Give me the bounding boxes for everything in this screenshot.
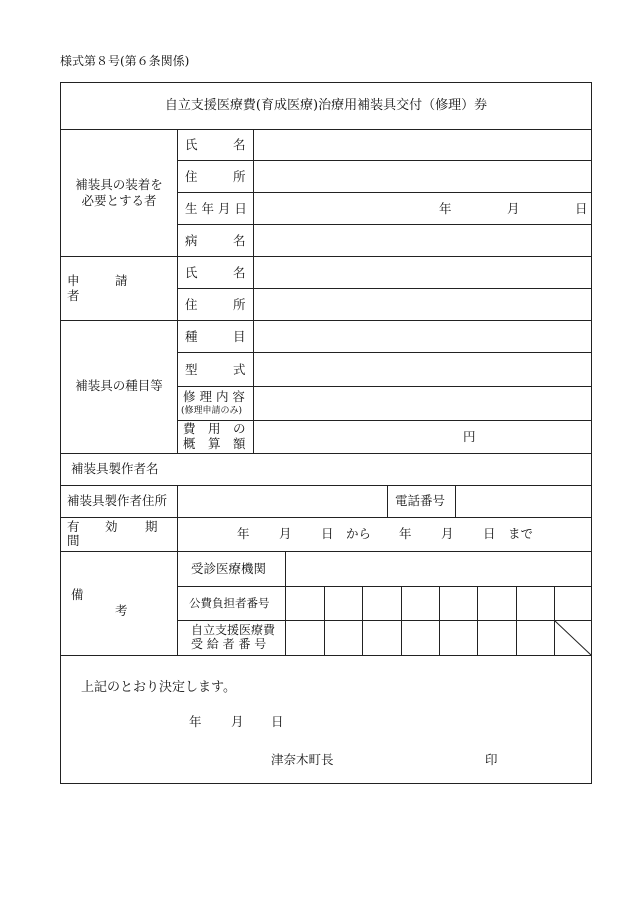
wearer-birthdate-label: 生 年 月 日 [185,201,247,216]
diagonal-slash [554,620,592,656]
validity-label: 期 [145,519,158,534]
applicant-label: 者 [67,288,80,303]
wearer-name-label: 氏 [185,137,198,152]
clinic-label: 受診医療機関 [191,561,267,576]
birthdate-month: 月 [507,201,520,216]
column-divider [324,586,325,655]
row-divider [61,320,591,321]
column-divider [177,129,178,453]
validity-year-to: 年 [399,526,412,541]
recipient-label-line1: 自立支援医療費 [191,623,276,637]
row-divider [61,517,591,518]
validity-month-to: 月 [441,526,454,541]
remarks-label: 考 [115,603,128,618]
device-model-label: 式 [233,362,246,377]
column-divider [177,551,178,655]
cost-label-line1: 費 用 の [183,421,246,436]
column-divider [285,551,286,655]
column-divider [177,517,178,551]
remarks-label: 備 [71,587,84,602]
row-divider [61,256,591,257]
phone-label: 電話番号 [395,493,446,508]
row-divider [61,485,591,486]
wearer-name-label: 名 [233,137,246,152]
mayor-title: 津奈木町長 [271,752,334,767]
validity-label: 効 [105,519,118,534]
recipient-label-line2: 受 給 者 番 号 [191,637,267,651]
decision-day: 日 [271,714,284,729]
voucher-form [60,82,592,784]
birthdate-day: 日 [575,201,588,216]
column-divider [387,485,388,517]
row-divider [177,352,591,353]
row-divider [177,160,591,161]
wearer-address-label: 住 [185,169,198,184]
row-divider [177,288,591,289]
validity-day-to: 日 まで [483,526,534,541]
repair-note: (修理申請のみ) [181,406,243,416]
validity-label: 有 [67,519,80,534]
wearer-label-line2: 必要とする者 [81,193,157,208]
applicant-address-label: 住 [185,297,198,312]
decision-month: 月 [231,714,244,729]
cost-label-line2: 概 算 額 [183,436,246,451]
column-divider [439,586,440,655]
seal-mark: 印 [485,752,498,767]
wearer-disease-label: 病 [185,233,198,248]
decision-year: 年 [189,714,202,729]
decision-statement: 上記のとおり決定します。 [81,680,236,695]
column-divider [455,485,456,517]
column-divider [477,586,478,655]
column-divider [401,586,402,655]
wearer-address-label: 所 [233,169,246,184]
applicant-label: 申 [67,273,80,288]
form-number: 様式第８号(第６条関係) [60,54,190,68]
form-title: 自立支援医療費(育成医療)治療用補装具交付（修理）券 [61,83,591,130]
row-divider [61,551,591,552]
row-divider [177,586,591,587]
device-type-label: 種 [185,329,198,344]
wearer-disease-label: 名 [233,233,246,248]
validity-day-from: 日 から [321,526,372,541]
applicant-name-label: 名 [233,265,246,280]
row-divider [177,224,591,225]
validity-year-from: 年 [237,526,250,541]
column-divider [253,129,254,453]
public-number-label: 公費負担者番号 [189,596,270,610]
wearer-label-line1: 補装具の装着を [75,177,163,192]
maker-address-label: 補装具製作者住所 [67,493,168,508]
applicant-address-label: 所 [233,297,246,312]
row-divider [177,192,591,193]
applicant-name-label: 氏 [185,265,198,280]
maker-name-label: 補装具製作者名 [71,461,159,476]
repair-content-label: 修 理 内 容 [183,389,245,404]
row-divider [177,620,591,621]
device-label: 補装具の種目等 [75,378,163,393]
column-divider [362,586,363,655]
validity-month-from: 月 [279,526,292,541]
device-type-label: 目 [233,329,246,344]
column-divider [516,586,517,655]
birthdate-year: 年 [439,201,452,216]
validity-label: 間 [67,533,80,548]
device-model-label: 型 [185,362,198,377]
cost-unit: 円 [463,429,476,444]
row-divider [61,655,591,656]
row-divider [61,453,591,454]
applicant-label: 請 [115,273,128,288]
row-divider [177,386,591,387]
column-divider [177,485,178,517]
